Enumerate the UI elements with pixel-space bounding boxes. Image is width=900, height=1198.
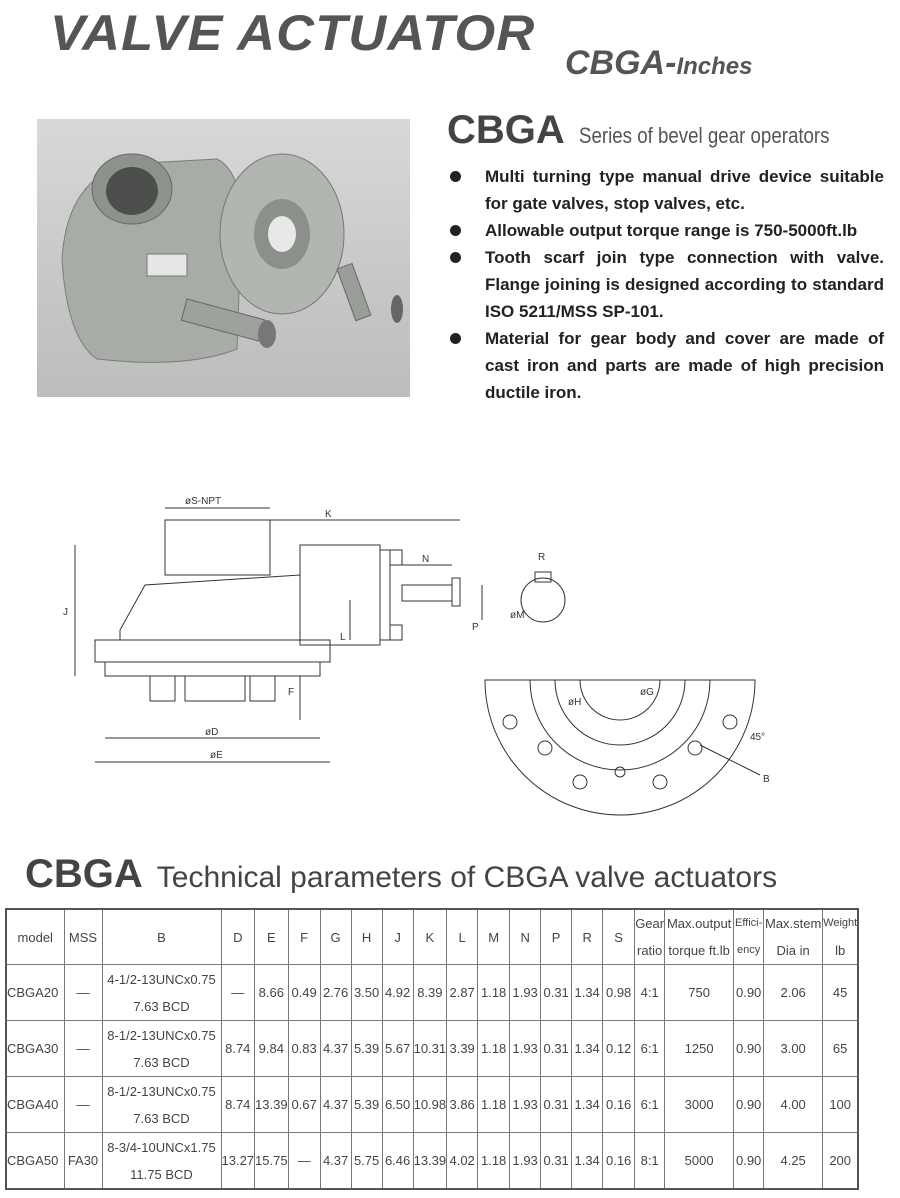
table-cell: 0.31: [541, 1077, 572, 1133]
column-header: G: [320, 909, 351, 965]
subtitle-unit: Inches: [676, 53, 753, 80]
table-cell: 45: [823, 965, 859, 1021]
table-cell: 1.93: [510, 965, 541, 1021]
table-cell: 1.93: [510, 1021, 541, 1077]
table-cell: 6:1: [635, 1021, 665, 1077]
table-cell: 8.39: [413, 965, 447, 1021]
table-cell: 4:1: [635, 965, 665, 1021]
table-row: [6, 1133, 858, 1190]
table-cell: 1.18: [478, 1077, 510, 1133]
table-cell: [102, 1133, 221, 1190]
table-cell: 6.50: [382, 1077, 413, 1133]
column-header: model: [6, 909, 64, 965]
table-cell: 4.37: [320, 1077, 351, 1133]
table-cell: 6.46: [382, 1133, 413, 1190]
table-cell: 4.00: [764, 1077, 823, 1133]
label-b: B: [763, 774, 770, 785]
table-cell: 0.31: [541, 965, 572, 1021]
table-cell: 1.34: [572, 1077, 603, 1133]
table-cell: 1.18: [478, 965, 510, 1021]
table-cell: 2.06: [764, 965, 823, 1021]
table-cell: FA30: [64, 1133, 102, 1190]
subtitle-code: CBGA-: [565, 44, 677, 82]
label-j: J: [63, 607, 68, 618]
column-header: MSS: [64, 909, 102, 965]
cell-line: 4-1/2-13UNCx0.75: [107, 971, 216, 987]
table-cell: 1.93: [510, 1133, 541, 1190]
label-p: P: [472, 622, 479, 633]
table-row: [6, 1021, 858, 1077]
cell-line: 7.63 BCD: [133, 1054, 190, 1070]
table-cell: 5.67: [382, 1021, 413, 1077]
cell-line: 7.63 BCD: [133, 998, 190, 1014]
table-cell: 13.39: [413, 1133, 447, 1190]
column-header: [764, 909, 823, 965]
table-cell: —: [288, 1133, 320, 1190]
column-header-line: Dia in: [776, 943, 810, 958]
cell-line: 11.75 BCD: [130, 1166, 193, 1182]
table-cell: 4.37: [320, 1133, 351, 1190]
label-k: K: [325, 509, 332, 520]
table-cell: 6:1: [635, 1077, 665, 1133]
column-header: K: [413, 909, 447, 965]
table-cell: 1.34: [572, 1133, 603, 1190]
column-header: [823, 909, 859, 965]
table-cell: 8.74: [221, 1021, 255, 1077]
column-header-line: lb: [835, 943, 846, 958]
table-cell: —: [221, 965, 255, 1021]
table-heading-code: CBGA: [25, 852, 143, 896]
table-cell: 0.12: [603, 1021, 635, 1077]
table-row: [6, 965, 858, 1021]
column-header: B: [102, 909, 221, 965]
table-cell: 13.27: [221, 1133, 255, 1190]
label-l: L: [340, 632, 346, 643]
cell-line: 8-1/2-13UNCx0.75: [107, 1027, 216, 1043]
column-header: J: [382, 909, 413, 965]
column-header-line: Gear: [635, 916, 665, 931]
column-header-line: ency: [737, 944, 761, 956]
feature-item: Tooth scarf join type connection with valve. Flange joining is designed according to standard ISO 5211/MSS SP-101.: [450, 244, 884, 325]
header-row: [6, 909, 858, 965]
table-cell: 1.34: [572, 965, 603, 1021]
technical-drawing: [60, 490, 840, 825]
table-cell: [102, 965, 221, 1021]
series-code: CBGA: [447, 108, 565, 152]
label-n: N: [422, 554, 430, 565]
page-subtitle: [565, 44, 752, 83]
column-header: H: [351, 909, 382, 965]
label-r: R: [538, 552, 546, 563]
table-cell: 200: [823, 1133, 859, 1190]
label-s-npt: øS-NPT: [185, 496, 222, 507]
table-cell: —: [64, 965, 102, 1021]
table-heading: [25, 852, 777, 897]
column-header: [665, 909, 734, 965]
label-h: øH: [568, 697, 582, 708]
column-header: [734, 909, 764, 965]
column-header: N: [510, 909, 541, 965]
table-heading-description: Technical parameters of CBGA valve actuators: [156, 861, 778, 894]
table-cell: 9.84: [255, 1021, 289, 1077]
table-cell: 0.31: [541, 1133, 572, 1190]
column-header-line: torque ft.lb: [668, 943, 730, 958]
label-f: F: [288, 687, 295, 698]
column-header-line: ratio: [636, 943, 663, 958]
column-header: S: [603, 909, 635, 965]
cell-line: 8-1/2-13UNCx0.75: [107, 1083, 216, 1099]
label-d: øD: [205, 727, 219, 738]
table-cell: 10.98: [413, 1077, 447, 1133]
table-cell: 1.93: [510, 1077, 541, 1133]
table-cell: 3.39: [447, 1021, 478, 1077]
table-cell: 4.92: [382, 965, 413, 1021]
column-header: F: [288, 909, 320, 965]
column-header-line: Effici-: [734, 917, 763, 929]
label-g: øG: [640, 687, 654, 698]
label-e: øE: [210, 750, 223, 761]
table-cell: 8.74: [221, 1077, 255, 1133]
table-cell: —: [64, 1077, 102, 1133]
table-cell: CBGA20: [6, 965, 64, 1021]
label-m: øM: [510, 610, 525, 621]
table-cell: 4.25: [764, 1133, 823, 1190]
series-heading: [447, 108, 874, 153]
table-cell: 4.37: [320, 1021, 351, 1077]
feature-item: Material for gear body and cover are made of cast iron and parts are made of high precision ductile iron.: [450, 325, 884, 406]
column-header: D: [221, 909, 255, 965]
table-cell: 1.34: [572, 1021, 603, 1077]
table-cell: 0.90: [734, 965, 764, 1021]
table-cell: 1.18: [478, 1021, 510, 1077]
column-header-line: Weight: [823, 917, 858, 929]
table-cell: 0.31: [541, 1021, 572, 1077]
table-cell: [102, 1077, 221, 1133]
table-cell: 8.66: [255, 965, 289, 1021]
table-cell: 5.75: [351, 1133, 382, 1190]
table-cell: 1250: [665, 1021, 734, 1077]
table-cell: 5.39: [351, 1021, 382, 1077]
table-cell: 10.31: [413, 1021, 447, 1077]
table-cell: 4.02: [447, 1133, 478, 1190]
table-cell: 0.90: [734, 1077, 764, 1133]
table-cell: 0.90: [734, 1133, 764, 1190]
table-cell: 15.75: [255, 1133, 289, 1190]
column-header: [635, 909, 665, 965]
table-cell: 0.16: [603, 1133, 635, 1190]
page-title: VALVE ACTUATOR: [50, 5, 536, 61]
table-cell: 0.67: [288, 1077, 320, 1133]
table-cell: 5.39: [351, 1077, 382, 1133]
table-cell: 1.18: [478, 1133, 510, 1190]
table-cell: 100: [823, 1077, 859, 1133]
column-header: L: [447, 909, 478, 965]
parameters-table: [5, 908, 859, 1190]
feature-list: [450, 163, 884, 406]
column-header: E: [255, 909, 289, 965]
table-cell: 3000: [665, 1077, 734, 1133]
table-cell: 0.49: [288, 965, 320, 1021]
table-cell: 0.83: [288, 1021, 320, 1077]
table-cell: 2.87: [447, 965, 478, 1021]
product-photo: [37, 119, 410, 397]
feature-item: Multi turning type manual drive device suitable for gate valves, stop valves, etc.: [450, 163, 884, 217]
table-cell: 0.90: [734, 1021, 764, 1077]
table-cell: 3.86: [447, 1077, 478, 1133]
feature-item: Allowable output torque range is 750-5000ft.lb: [450, 217, 884, 244]
table-cell: 5000: [665, 1133, 734, 1190]
table-cell: —: [64, 1021, 102, 1077]
series-description: Series of bevel gear operators: [578, 123, 830, 148]
table-cell: 0.16: [603, 1077, 635, 1133]
table-cell: 0.98: [603, 965, 635, 1021]
table-cell: 13.39: [255, 1077, 289, 1133]
cell-line: 8-3/4-10UNCx1.75: [107, 1139, 216, 1155]
table-cell: CBGA40: [6, 1077, 64, 1133]
column-header: M: [478, 909, 510, 965]
cell-line: 7.63 BCD: [133, 1110, 190, 1126]
table-cell: 2.76: [320, 965, 351, 1021]
label-angle: 45°: [750, 732, 766, 743]
table-cell: CBGA30: [6, 1021, 64, 1077]
table-cell: 750: [665, 965, 734, 1021]
column-header: P: [541, 909, 572, 965]
table-cell: 3.00: [764, 1021, 823, 1077]
table-cell: 3.50: [351, 965, 382, 1021]
table-cell: [102, 1021, 221, 1077]
table-cell: 8:1: [635, 1133, 665, 1190]
column-header-line: Max.output: [666, 916, 732, 931]
table-cell: CBGA50: [6, 1133, 64, 1190]
table-row: [6, 1077, 858, 1133]
column-header: R: [572, 909, 603, 965]
column-header-line: Max.stem: [764, 916, 822, 931]
table-cell: 65: [823, 1021, 859, 1077]
